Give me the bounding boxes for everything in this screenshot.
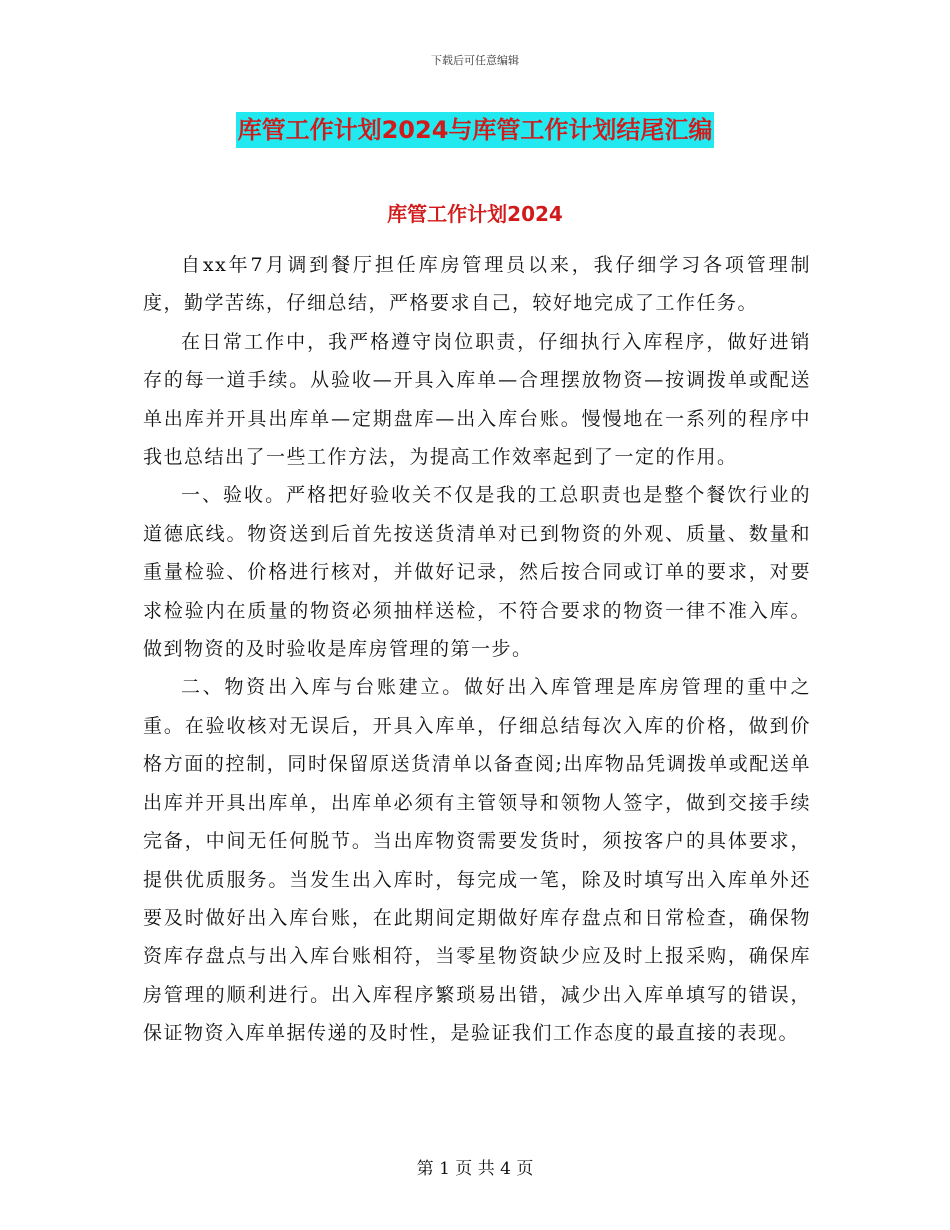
document-title: 库管工作计划2024与库管工作计划结尾汇编 [236, 112, 715, 148]
section-title: 库管工作计划2024 [387, 202, 563, 226]
document-body [143, 246, 811, 1053]
page-footer: 第 1 页 共 4 页 [416, 1159, 534, 1179]
paragraph: 在日常工作中，我严格遵守岗位职责，仔细执行入库程序，做好进销存的每一道手续。从验收—开具入库单—合理摆放物资—按调拨单或配送单出库并开具出库单—定期盘库—出入库台账。慢慢地在一系列的程序中我也总结出了一些工作方法，为提高工作效率起到了一定的作用。 [143, 330, 811, 469]
paragraph: 自xx年7月调到餐厅担任库房管理员以来，我仔细学习各项管理制度，勤学苦练，仔细总结，严格要求自己，较好地完成了工作任务。 [143, 254, 811, 315]
paragraph: 二、物资出入库与台账建立。做好出入库管理是库房管理的重中之重。在验收核对无误后，开具入库单，仔细总结每次入库的价格，做到价格方面的控制，同时保留原送货清单以备查阅;出库物品凭调拨单或配送单出库并开具出库单，出库单必须有主管领导和领物人签字，做到交接手续完备，中间无任何脱节。当出库物资需要发货时，须按客户的具体要求，提供优质服务。当发生出入库时，每完成一笔，除及时填写出入库单外还要及时做好出入库台账，在此期间定期做好库存盘点和日常检查，确保物资库存盘点与出入库台账相符，当零星物资缺少应及时上报采购，确保库房管理的顺利进行。出入库程序繁琐易出错，减少出入库单填写的错误，保证物资入库单据传递的及时性，是验证我们工作态度的最直接的表现。 [143, 676, 811, 1045]
title-block [0, 112, 950, 148]
page-header: 下载后可任意编辑 [431, 54, 519, 67]
paragraph: 一、验收。严格把好验收关不仅是我的工总职责也是整个餐饮行业的道德底线。物资送到后首先按送货清单对已到物资的外观、质量、数量和重量检验、价格进行核对，并做好记录，然后按合同或订单的要求，对要求检验内在质量的物资必须抽样送检，不符合要求的物资一律不准入库。做到物资的及时验收是库房管理的第一步。 [143, 484, 811, 661]
